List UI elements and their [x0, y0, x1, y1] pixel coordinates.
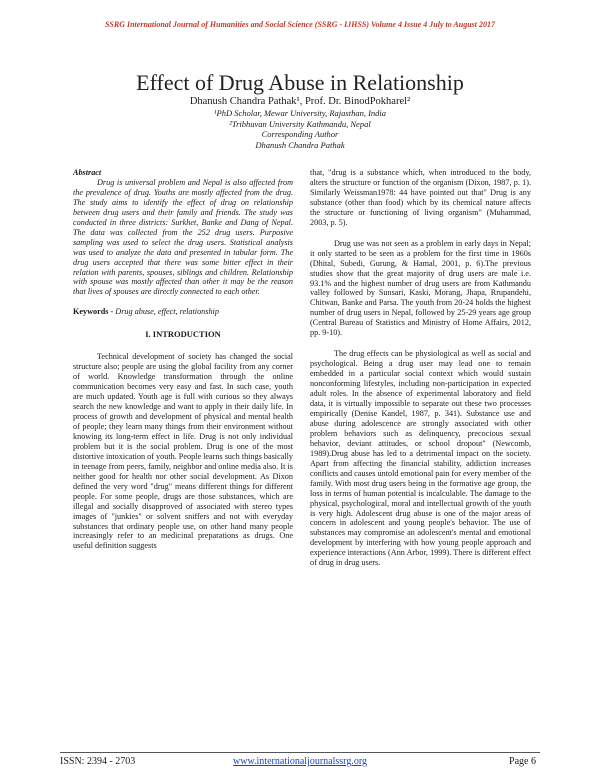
author-block	[0, 96, 600, 150]
footer-page-number: Page 6	[509, 756, 536, 767]
abstract-text: Drug is universal problem and Nepal is also affected from the prevalence of drug. Youths are mostly affected from the drug. The study aims to identify the effect of drug on relationship between drug users and their family and friends. The study was conducted in three districts: Surkhet, Banke and Dang of Nepal. The data was collected from the 252 drug users. Purposive sampling was used to select the drug users. Statistical analysis was used to analyze the data and presented in tabular form. The drug users accepted that there was some bitter effect in their relation with parents, spouses, siblings and children. Relationship with spouse was mostly affected than other it may be the reason that lives of spouses are directly connected to each other.	[73, 177, 293, 297]
author-names: Dhanush Chandra Pathak¹, Prof. Dr. BinodPokharel²	[189, 96, 411, 107]
footer-url-link[interactable]: www.internationaljournalssrg.org	[233, 756, 367, 767]
keywords	[73, 307, 293, 317]
footer-issn: ISSN: 2394 - 2703	[60, 756, 136, 767]
corresponding-name: Dhanush Chandra Pathak	[255, 139, 345, 150]
affiliation-2: ²Tribhuvan University Kathmandu, Nepal	[229, 118, 371, 129]
keywords-label: Keywords -	[73, 307, 114, 317]
abstract-label: Abstract	[73, 168, 102, 177]
right-column	[310, 168, 531, 568]
definition-paragraph: that, "drug is a substance which, when introduced to the body, alters the structure or function of the organism (Dixon, 1987, p. 1). Similarly Weissman1978: 44 have pointed out that" Drug is any substance (other than food) which by its chemical nature affects the structure or functioning of living organism" (Muhammad, 2003, p. 5).	[310, 168, 531, 227]
introduction-paragraph: Technical development of society has changed the social structure also; people are using the global facility from any corner of world. Knowledge transformation through the online communication becomes very easy and fast. In such case, youth are much updated. Youth age is full with curious so they always search the new knowledge and want to apply in their daily life. In process of growth and development of physical and mental health of people; they learn many things from their environment without knowing its long-term effect in life. Drug is not only individual problem but it is the social problem. Drug is one of the most distortive intoxication of youth. People learns such things basically in teenage from peers, family, neighbor and online media also. It is neither good for health nor other social development. As Dixon defined the very word "drug" means different things for different people. For some people, drugs are those substances, which are illegal and socially disapproved of associated with stereo types images of "junkies" or solvent sniffers and not with everyday substances that ordinary people use, on other hand many people increasingly refer to an medicinal preparations as drugs. One useful definition suggests	[73, 352, 293, 551]
left-column	[73, 168, 293, 551]
journal-header: SSRG International Journal of Humanities and Social Science (SSRG - IJHSS) Volume 4 Issue 4 July to August 2017	[104, 20, 495, 29]
nepal-history-paragraph: Drug use was not seen as a problem in early days in Nepal; it only started to be seen as a problem for the first time in 1960s (Dhital, Subedi, Gurung, & Hamal, 2001, p. 6).The previous studies show that the great majority of drug users are male i.e. 93.1% and the highest number of drug users are from Kathmandu valley followed by Sunsari, Kaski, Morang, Jhapa, Rrupandehi, Chitwan, Banke and Parsa. The youth from 20-24 holds the highest number of drug users in Nepal, followed by 25-29 years age group (Central Bureau of Statistics and Ministry of Home Affairs, 2012, pp. 9-10).	[310, 238, 531, 338]
drug-effects-paragraph: The drug effects can be physiological as well as social and psychological. Being a drug user may lead one to remain embedded in a particular social context which would sustain nonconforming lifestyles, including non-participation in expected adult roles. In the absence of experimental laboratory and field data, it is virtually impossible to separate out these two processes empirically (Denise Kandel, 1987, p. 341). Substance use and abuse during adolescence are strongly associated with other problem behaviors such as delinquency, precocious sexual behavior, deviant attitudes, or school dropout" (Newcomb, 1989).Drug abuse has led to a detrimental impact on the society. Apart from affecting the financial stability, addiction increases conflicts and causes untold emotional pain for every member of the family. With most drug users being in the formative age group, the loss in terms of human potential is incalculable. The damage to the physical, psychological, moral and intellectual growth of the youth is very high. Adolescent drug abuse is one of the major areas of concern in adolescent and young people's behavior. The use of substances may compromise an adolescent's mental and emotional development by interfering with how young people approach and experience interactions (Ann Arbor, 1999). There is different effect of drug in drug users.	[310, 349, 531, 568]
paper-title: Effect of Drug Abuse in Relationship	[136, 70, 464, 95]
keywords-text: Drug abuse, effect, relationship	[115, 307, 219, 317]
footer-divider	[60, 752, 540, 753]
corresponding-label: Corresponding Author	[261, 129, 339, 139]
affiliation-1: ¹PhD Scholar, Mewar University, Rajasthan, India	[213, 108, 387, 118]
section-heading-introduction: I. INTRODUCTION	[145, 329, 221, 340]
